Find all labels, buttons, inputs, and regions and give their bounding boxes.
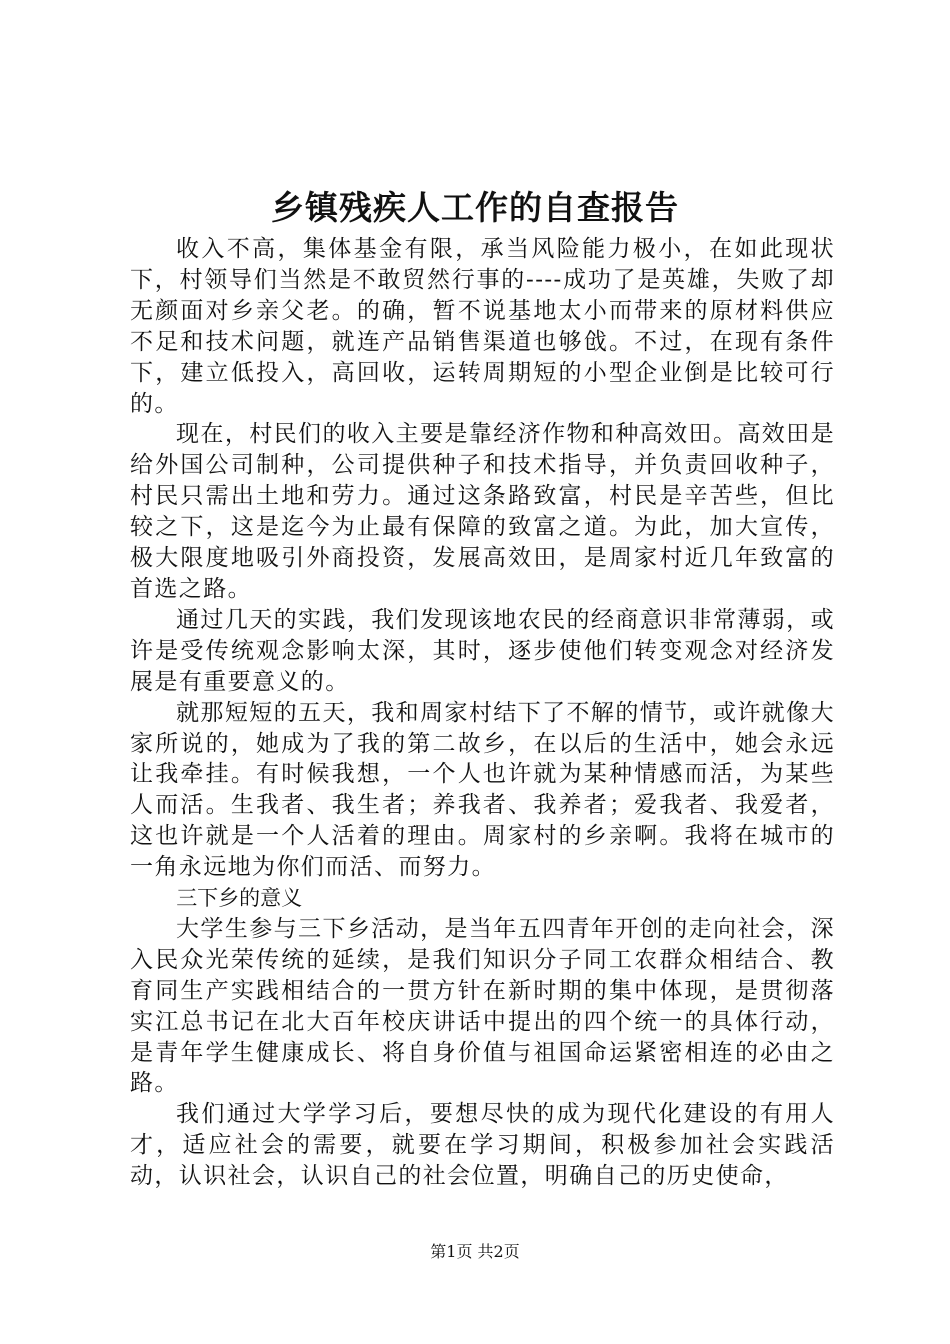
paragraph-1: 收入不高，集体基金有限，承当风险能力极小，在如此现状下，村领导们当然是不敢贸然行事的----成功了是英雄，失败了却无颜面对乡亲父老。的确，暂不说基地太小而带来的原材料供应不足和技术问题，就连产品销售渠道也够戗。不过，在现有条件下，建立低投入，高回收，运转周期短的小型企业倒是比较可行的。 <box>130 236 835 417</box>
document-body <box>130 234 835 1192</box>
paragraph-5: 大学生参与三下乡活动，是当年五四青年开创的走向社会，深入民众光荣传统的延续，是我们知识分子同工农群众相结合、教育同生产实践相结合的一贯方针在新时期的集中体现，是贯彻落实江总书记在北大百年校庆讲话中提出的四个统一的具体行动，是青年学生健康成长、将自身价值与祖国命运紧密相连的必由之路。 <box>130 915 835 1097</box>
paragraph-4: 就那短短的五天，我和周家村结下了不解的情节，或许就像大家所说的，她成为了我的第二故乡，在以后的生活中，她会永远让我牵挂。有时候我想，一个人也许就为某种情感而活，为某些人而活。生我者、我生者；养我者、我养者；爱我者、我爱者，这也许就是一个人活着的理由。周家村的乡亲啊。我将在城市的一角永远地为你们而活、而努力。 <box>130 699 835 881</box>
paragraph-6: 我们通过大学学习后，要想尽快的成为现代化建设的有用人才，适应社会的需要，就要在学习期间，积极参加社会实践活动，认识社会，认识自己的社会位置，明确自己的历史使命， <box>130 1101 835 1190</box>
page-footer: 第1页 共2页 <box>430 1242 520 1261</box>
paragraph-2: 现在，村民们的收入主要是靠经济作物和种高效田。高效田是给外国公司制种，公司提供种子和技术指导，并负责回收种子，村民只需出土地和劳力。通过这条路致富，村民是辛苦些，但比较之下，这是迄今为止最有保障的致富之道。为此，加大宣传，极大限度地吸引外商投资，发展高效田，是周家村近几年致富的首选之路。 <box>130 421 835 602</box>
paragraph-3: 通过几天的实践，我们发现该地农民的经商意识非常薄弱，或许是受传统观念影响太深，其时，逐步使他们转变观念对经济发展是有重要意义的。 <box>130 606 835 695</box>
section-heading: 三下乡的意义 <box>176 886 303 911</box>
document-title: 乡镇残疾人工作的自查报告 <box>271 188 679 227</box>
